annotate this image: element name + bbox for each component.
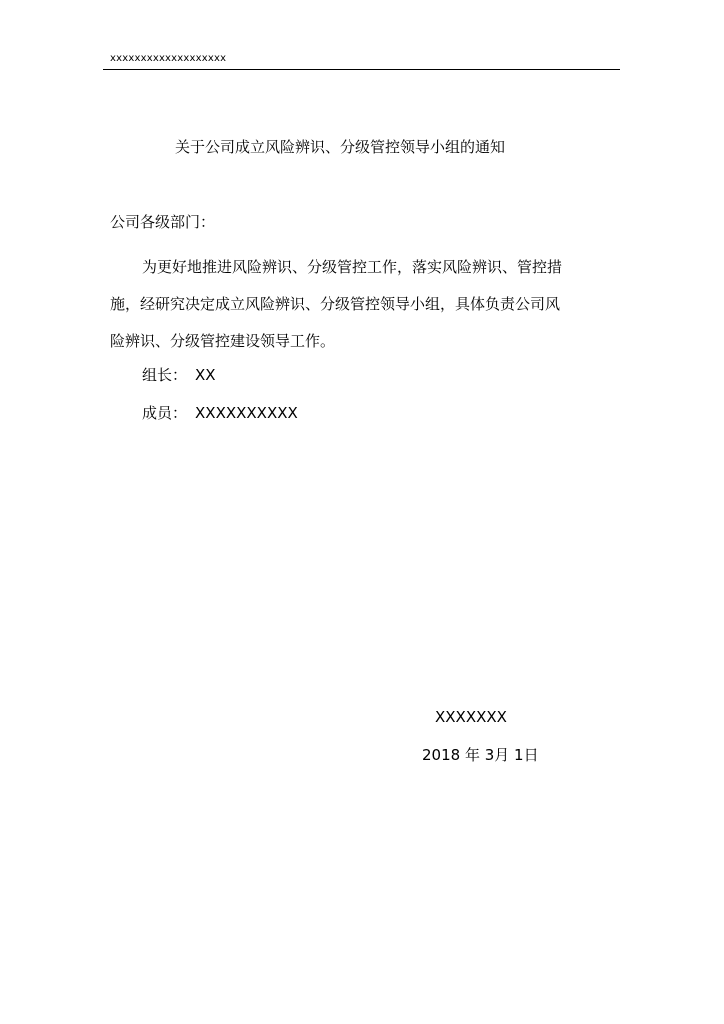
- header-divider: [103, 69, 620, 70]
- body-paragraph: [110, 249, 598, 360]
- members-line: [142, 403, 298, 423]
- salutation: 公司各级部门：: [110, 213, 216, 231]
- body-line: 施，经研究决定成立风险辨识、分级管控领导小组，具体负责公司风: [110, 295, 561, 313]
- document-title: 关于公司成立风险辨识、分级管控领导小组的通知: [175, 138, 506, 156]
- members-label: 成员：: [142, 404, 188, 422]
- issue-date: 2018 年 3月 1日: [422, 746, 539, 764]
- members-value: XXXXXXXXXX: [195, 404, 298, 422]
- leader-value: XX: [195, 366, 216, 384]
- signer: XXXXXXX: [435, 708, 507, 726]
- leader-line: [142, 365, 216, 385]
- body-line: 为更好地推进风险辨识、分级管控工作，落实风险辨识、管控措: [142, 258, 563, 276]
- body-line: 险辨识、分级管控建设领导工作。: [110, 332, 336, 350]
- leader-label: 组长：: [142, 366, 188, 384]
- running-header: xxxxxxxxxxxxxxxxxxx: [110, 53, 227, 64]
